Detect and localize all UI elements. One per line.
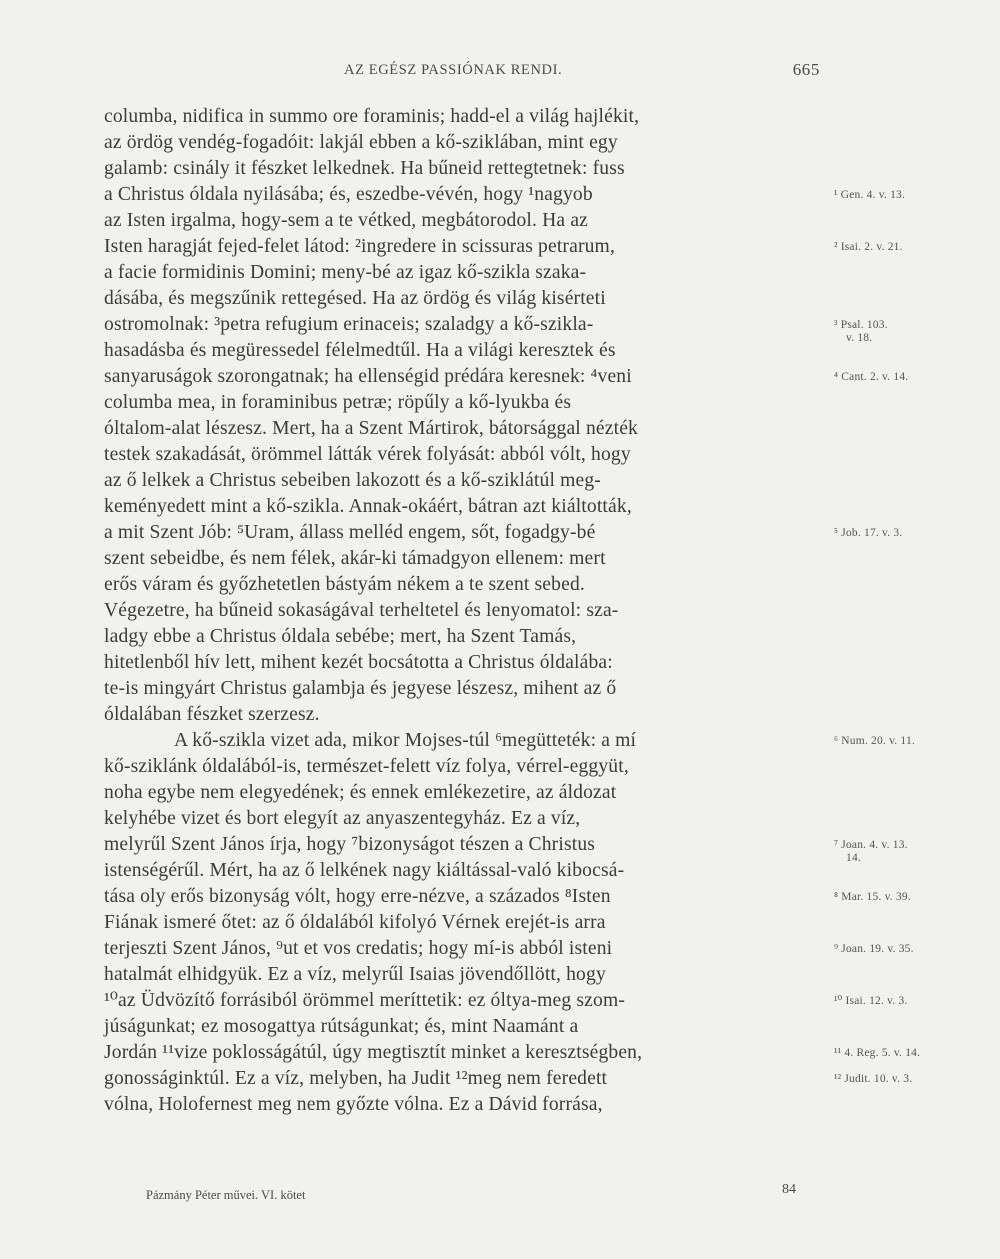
line-text: júságunkat; ez mosogattya rútságunkat; és, mint Naamánt a bbox=[104, 1016, 579, 1037]
line-text: Fiának ismeré őtet: az ő óldalából kifolyó Vérnek erejét-is arra bbox=[104, 912, 606, 933]
marginal-reference: ⁶ Num. 20. v. 11. bbox=[834, 735, 915, 747]
page-number: 665 bbox=[792, 60, 820, 79]
text-line bbox=[104, 520, 903, 546]
text-line bbox=[104, 988, 908, 1014]
line-text: hitetlenből hív lett, mihent kezét bocsátotta a Christus óldalába: bbox=[104, 652, 613, 673]
line-text: columba, nidifica in summo ore foraminis; hadd-el a világ hajlékit, bbox=[104, 106, 640, 127]
text-line bbox=[104, 1066, 913, 1092]
line-text: ladgy ebbe a Christus óldala sebébe; mert, ha Szent Tamás, bbox=[104, 626, 577, 647]
line-text: hatalmát elhidgyük. Ez a víz, melyrűl Isaias jövendőllött, hogy bbox=[104, 964, 606, 985]
marginal-reference: ⁴ Cant. 2. v. 14. bbox=[834, 371, 909, 383]
line-text: testek szakadását, örömmel látták vérek folyását: abból vólt, hogy bbox=[104, 444, 631, 465]
text-line bbox=[104, 312, 888, 344]
line-text: columba mea, in foraminibus petræ; röpűly a kő-lyukba és bbox=[104, 392, 572, 413]
line-text: sanyaruságok szorongatnak; ha ellenségid prédára keresnek: ⁴veni bbox=[104, 366, 632, 387]
line-text: az ördög vendég-fogadóit: lakjál ebben a kő-sziklában, mint egy bbox=[104, 132, 618, 153]
line-text: A kő-szikla vizet ada, mikor Mojses-túl ⁶megütteték: a mí bbox=[174, 730, 637, 751]
line-text: te-is mingyárt Christus galambja és jegyese lészesz, mihent az ő bbox=[104, 678, 617, 699]
marginal-reference: ¹⁰ Isai. 12. v. 3. bbox=[834, 995, 908, 1007]
line-text: az ő lelkek a Christus sebeiben lakozott és a kő-sziklátúl meg- bbox=[104, 470, 601, 491]
marginal-reference: ⁸ Mar. 15. v. 39. bbox=[834, 891, 911, 903]
text-line bbox=[104, 806, 824, 832]
text-line bbox=[104, 442, 824, 468]
signature-mark: 84 bbox=[782, 1182, 796, 1197]
line-text: hasadásba és megüressedel félelmedtűl. Ha a világi keresztek és bbox=[104, 340, 616, 361]
text-line bbox=[104, 286, 824, 312]
text-line bbox=[104, 650, 824, 676]
line-text: galamb: csinály it fészket lelkednek. Ha bűneid rettegtetnek: fuss bbox=[104, 158, 625, 179]
text-line bbox=[104, 1040, 921, 1066]
text-line bbox=[104, 104, 824, 130]
line-text: terjeszti Szent János, ⁹ut et vos credatis; hogy mí-is abból isteni bbox=[104, 938, 613, 959]
page-footer bbox=[146, 1182, 796, 1203]
line-text: gonosságinktúl. Ez a víz, melyben, ha Judit ¹²meg nem feredett bbox=[104, 1068, 608, 1089]
text-line bbox=[104, 494, 824, 520]
line-text: ¹⁰az Üdvözítő forrásiból örömmel meríttetik: ez óltya-meg szom- bbox=[104, 990, 626, 1011]
footer-title: Pázmány Péter művei. VI. kötet bbox=[146, 1188, 306, 1202]
text-line bbox=[104, 624, 824, 650]
text-line bbox=[104, 728, 915, 754]
text-line bbox=[104, 754, 824, 780]
line-text: a Christus óldala nyilásába; és, eszedbe-vévén, hogy ¹nagyob bbox=[104, 184, 593, 205]
text-line bbox=[104, 416, 824, 442]
line-text: szent sebeidbe, és nem félek, akár-ki támadgyon ellenem: mert bbox=[104, 548, 606, 569]
line-text: tása oly erős bizonyság vólt, hogy erre-nézve, a százados ⁸Isten bbox=[104, 886, 611, 907]
marginal-reference: ¹² Judit. 10. v. 3. bbox=[834, 1073, 913, 1085]
line-text: keményedett mint a kő-szikla. Annak-okáért, bátran azt kiáltották, bbox=[104, 496, 632, 517]
line-text: istenségérűl. Mért, ha az ő lelkének nagy kiáltással-való kibocsá- bbox=[104, 860, 625, 881]
text-line bbox=[104, 1014, 824, 1040]
text-line bbox=[104, 156, 824, 182]
line-text: a mit Szent Jób: ⁵Uram, állass melléd engem, sőt, fogadgy-bé bbox=[104, 522, 596, 543]
line-text: noha egybe nem elegyedének; és ennek emlékezetire, az áldozat bbox=[104, 782, 617, 803]
text-line bbox=[104, 780, 824, 806]
main-text bbox=[104, 104, 921, 1118]
text-line bbox=[104, 598, 824, 624]
line-text: óltalom-alat lészesz. Mert, ha a Szent Mártirok, bátorsággal nézték bbox=[104, 418, 638, 439]
text-line bbox=[104, 1092, 824, 1118]
text-line bbox=[104, 234, 903, 260]
line-text: az Isten irgalma, hogy-sem a te vétked, megbátorodol. Ha az bbox=[104, 210, 589, 231]
text-line bbox=[104, 858, 824, 884]
text-line bbox=[104, 962, 824, 988]
running-title: AZ EGÉSZ PASSIÓNAK RENDI. bbox=[344, 62, 563, 78]
text-line bbox=[104, 572, 824, 598]
marginal-reference: ⁷ Joan. 4. v. 13. bbox=[834, 839, 908, 851]
marginal-reference: ¹ Gen. 4. v. 13. bbox=[834, 189, 906, 201]
text-line bbox=[104, 338, 824, 364]
line-text: kő-sziklánk óldalából-is, természet-felett víz folya, vérrel-eggyüt, bbox=[104, 756, 629, 777]
text-line bbox=[104, 702, 824, 728]
line-text: vólna, Holofernest meg nem győzte vólna. Ez a Dávid forrása, bbox=[104, 1094, 603, 1115]
text-line bbox=[104, 130, 824, 156]
line-text: Isten haragját fejed-felet látod: ²ingredere in scissuras petrarum, bbox=[104, 236, 616, 257]
text-line bbox=[104, 910, 824, 936]
text-line bbox=[104, 390, 824, 416]
marginal-reference: ³ Psal. 103. bbox=[834, 319, 888, 331]
text-line bbox=[104, 676, 824, 702]
line-text: dásába, és megszűnik rettegésed. Ha az ördög és világ kisérteti bbox=[104, 288, 606, 309]
line-text: erős váram és győzhetetlen bástyám nékem a te szent sebed. bbox=[104, 574, 585, 595]
text-line bbox=[104, 364, 909, 390]
marginal-reference-continued: v. 18. bbox=[846, 332, 873, 344]
line-text: Jordán ¹¹vize poklosságátúl, úgy megtisztít minket a keresztségben, bbox=[104, 1042, 643, 1063]
marginal-reference: ² Isai. 2. v. 21. bbox=[834, 241, 903, 253]
marginal-reference: ⁹ Joan. 19. v. 35. bbox=[834, 943, 914, 955]
line-text: a facie formidinis Domini; meny-bé az igaz kő-szikla szaka- bbox=[104, 262, 587, 283]
line-text: Végezetre, ha bűneid sokaságával terheltetel és lenyomatol: sza- bbox=[104, 600, 619, 621]
text-line bbox=[104, 468, 824, 494]
text-line bbox=[104, 260, 824, 286]
text-line bbox=[104, 884, 911, 910]
line-text: ostromolnak: ³petra refugium erinaceis; szaladgy a kő-szikla- bbox=[104, 314, 594, 335]
text-line bbox=[104, 182, 906, 208]
line-text: óldalában fészket szerzesz. bbox=[104, 704, 320, 725]
text-line bbox=[104, 936, 914, 962]
text-line bbox=[104, 832, 908, 864]
marginal-reference: ⁵ Job. 17. v. 3. bbox=[834, 527, 903, 539]
marginal-reference: ¹¹ 4. Reg. 5. v. 14. bbox=[834, 1047, 921, 1059]
line-text: melyrűl Szent János írja, hogy ⁷bizonyságot tészen a Christus bbox=[104, 834, 596, 855]
marginal-reference-continued: 14. bbox=[846, 852, 861, 864]
line-text: kelyhébe vizet és bort elegyít az anyaszentegyház. Ez a víz, bbox=[104, 808, 581, 829]
text-line bbox=[104, 546, 824, 572]
text-line bbox=[104, 208, 824, 234]
